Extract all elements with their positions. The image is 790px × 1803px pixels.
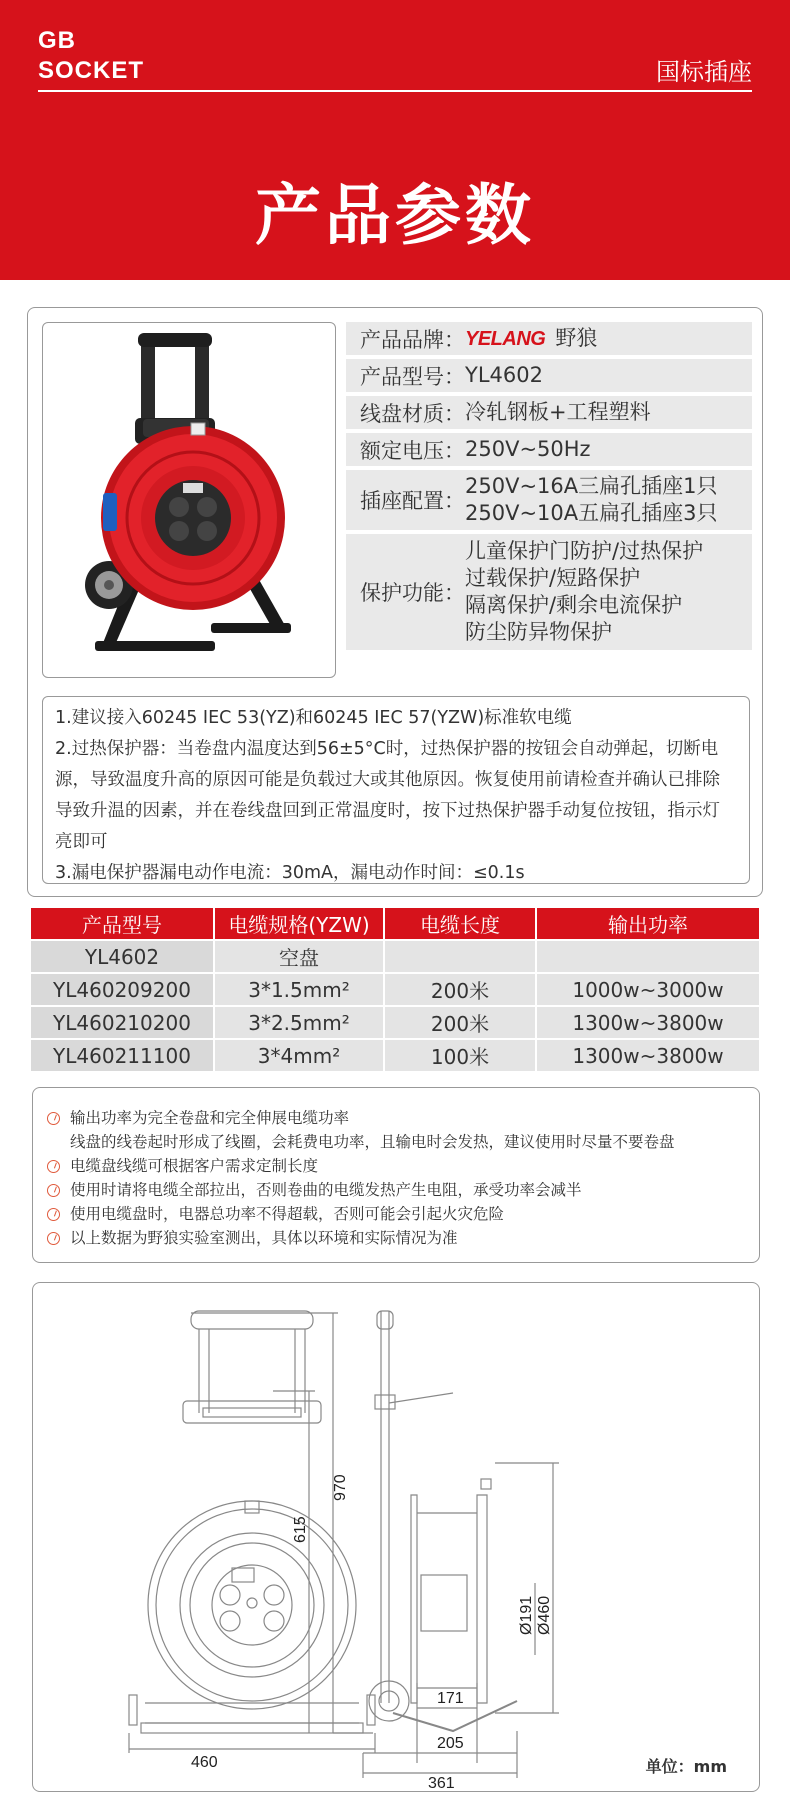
usage-notes xyxy=(42,696,750,884)
column-header: 电缆规格(YZW) xyxy=(215,908,383,939)
table-cell: 1000w~3000w xyxy=(537,974,759,1005)
model-table xyxy=(29,906,761,1073)
warning-icon xyxy=(47,1160,60,1173)
page-title: 产品参数 xyxy=(255,177,535,254)
dim-depth-171: 171 xyxy=(437,1690,464,1707)
table-cell: 3*4mm² xyxy=(215,1040,383,1071)
tips-panel xyxy=(32,1087,760,1263)
spec-value-line: 防尘防异物保护 xyxy=(465,620,612,644)
spec-value-line: 儿童保护门防护/过热保护 xyxy=(465,539,704,563)
warning-icon xyxy=(47,1232,60,1245)
product-spec-panel xyxy=(27,307,763,897)
spec-label: 保护功能： xyxy=(360,581,465,605)
spec-value: 野狼 xyxy=(555,325,598,350)
table-cell: 3*1.5mm² xyxy=(215,974,383,1005)
gb-socket-tag xyxy=(38,26,144,86)
column-header: 产品型号 xyxy=(31,908,213,939)
spec-value: 冷轧钢板+工程塑料 xyxy=(465,400,651,424)
table-cell: YL460211100 xyxy=(31,1040,213,1071)
table-cell: 200米 xyxy=(385,974,535,1005)
spec-row-socket-config xyxy=(346,470,752,530)
table-cell: 100米 xyxy=(385,1040,535,1071)
tip-text: 使用电缆盘时，电器总功率不得超载，否则可能会引起火灾危险 xyxy=(70,1205,505,1223)
tip-text: 以上数据为野狼实验室测出，具体以环境和实际情况为准 xyxy=(70,1229,458,1247)
table-cell: 1300w~3800w xyxy=(537,1040,759,1071)
table-row xyxy=(31,941,759,972)
dim-height-reel: 615 xyxy=(292,1516,309,1543)
table-row xyxy=(31,974,759,1005)
note-item: 3.漏电保护器漏电动作电流：30mA，漏电动作时间：≤0.1s xyxy=(55,863,525,883)
spec-value-line: 250V~16A三扁孔插座1只 xyxy=(465,474,718,498)
column-header: 输出功率 xyxy=(537,908,759,939)
tip-text: 电缆盘线缆可根据客户需求定制长度 xyxy=(70,1157,319,1175)
spec-label: 产品品牌： xyxy=(360,327,465,352)
spec-row-brand xyxy=(346,322,752,355)
spec-label: 额定电压： xyxy=(360,438,465,463)
dim-height-total: 970 xyxy=(332,1474,349,1501)
table-cell: 空盘 xyxy=(215,941,383,972)
tip-subtext: 线盘的线卷起时形成了线圈，会耗费电功率，且输电时会发热，建议使用时尽量不要卷盘 xyxy=(70,1133,675,1151)
note-item: 2.过热保护器：当卷盘内温度达到56±5°C时，过热保护器的按钮会自动弹起，切断电源，导致温度升高的原因可能是负载过大或其他原因。恢复使用前请检查并确认已排除导致升温的因素，并在卷线盘回到正常温度时，按下过热保护器手动复位按钮，指示灯亮即可 xyxy=(55,739,720,852)
tag-line-1: GB xyxy=(38,27,76,54)
spec-value-line: 过载保护/短路保护 xyxy=(465,566,641,590)
dim-depth-205: 205 xyxy=(437,1735,464,1752)
unit-label: 单位：mm xyxy=(645,1757,727,1776)
header-banner xyxy=(0,0,790,280)
product-photo xyxy=(42,322,336,678)
brand-logo: YELANG xyxy=(465,327,546,350)
spec-label: 插座配置： xyxy=(360,489,465,513)
tip-item xyxy=(47,1106,745,1130)
dim-width-front: 460 xyxy=(191,1754,218,1771)
dim-outer-diameter: Ø460 xyxy=(536,1595,553,1635)
spec-row-protection xyxy=(346,534,752,650)
spec-value: YL4602 xyxy=(465,363,543,387)
table-cell xyxy=(537,941,759,972)
table-cell: 3*2.5mm² xyxy=(215,1007,383,1038)
spec-row-material xyxy=(346,396,752,429)
warning-icon xyxy=(47,1184,60,1197)
table-cell: YL460209200 xyxy=(31,974,213,1005)
dimension-drawing-panel xyxy=(32,1282,760,1792)
cable-reel-illustration xyxy=(43,323,336,678)
tip-text: 使用时请将电缆全部拉出，否则卷曲的电缆发热产生电阻，承受功率会减半 xyxy=(70,1181,582,1199)
tip-item xyxy=(47,1154,745,1178)
table-header-row xyxy=(31,908,759,939)
tip-item xyxy=(47,1178,745,1202)
tag-line-2: SOCKET xyxy=(38,57,145,84)
dim-inner-diameter: Ø191 xyxy=(518,1595,535,1635)
note-item: 1.建议接入60245 IEC 53(YZ)和60245 IEC 57(YZW)标准软电缆 xyxy=(55,708,572,728)
dimension-drawing xyxy=(33,1283,760,1792)
tip-item xyxy=(47,1226,745,1250)
tip-text: 输出功率为完全卷盘和完全伸展电缆功率 xyxy=(70,1109,350,1127)
spec-label: 线盘材质： xyxy=(360,401,465,426)
warning-icon xyxy=(47,1208,60,1221)
table-row xyxy=(31,1040,759,1071)
table-row xyxy=(31,1007,759,1038)
table-cell: 1300w~3800w xyxy=(537,1007,759,1038)
table-cell: YL4602 xyxy=(31,941,213,972)
banner-divider xyxy=(38,90,752,92)
national-standard-label: 国标插座 xyxy=(656,58,752,86)
spec-value-line: 隔离保护/剩余电流保护 xyxy=(465,593,683,617)
spec-label: 产品型号： xyxy=(360,364,465,389)
spec-value: 250V~50Hz xyxy=(465,437,591,461)
warning-icon xyxy=(47,1112,60,1125)
column-header: 电缆长度 xyxy=(385,908,535,939)
spec-row-model xyxy=(346,359,752,392)
spec-table xyxy=(346,322,752,654)
dim-depth-361: 361 xyxy=(428,1775,455,1792)
tip-item xyxy=(47,1202,745,1226)
table-cell xyxy=(385,941,535,972)
table-cell: YL460210200 xyxy=(31,1007,213,1038)
spec-value-line: 250V~10A五扁孔插座3只 xyxy=(465,501,718,525)
spec-row-voltage xyxy=(346,433,752,466)
table-cell: 200米 xyxy=(385,1007,535,1038)
